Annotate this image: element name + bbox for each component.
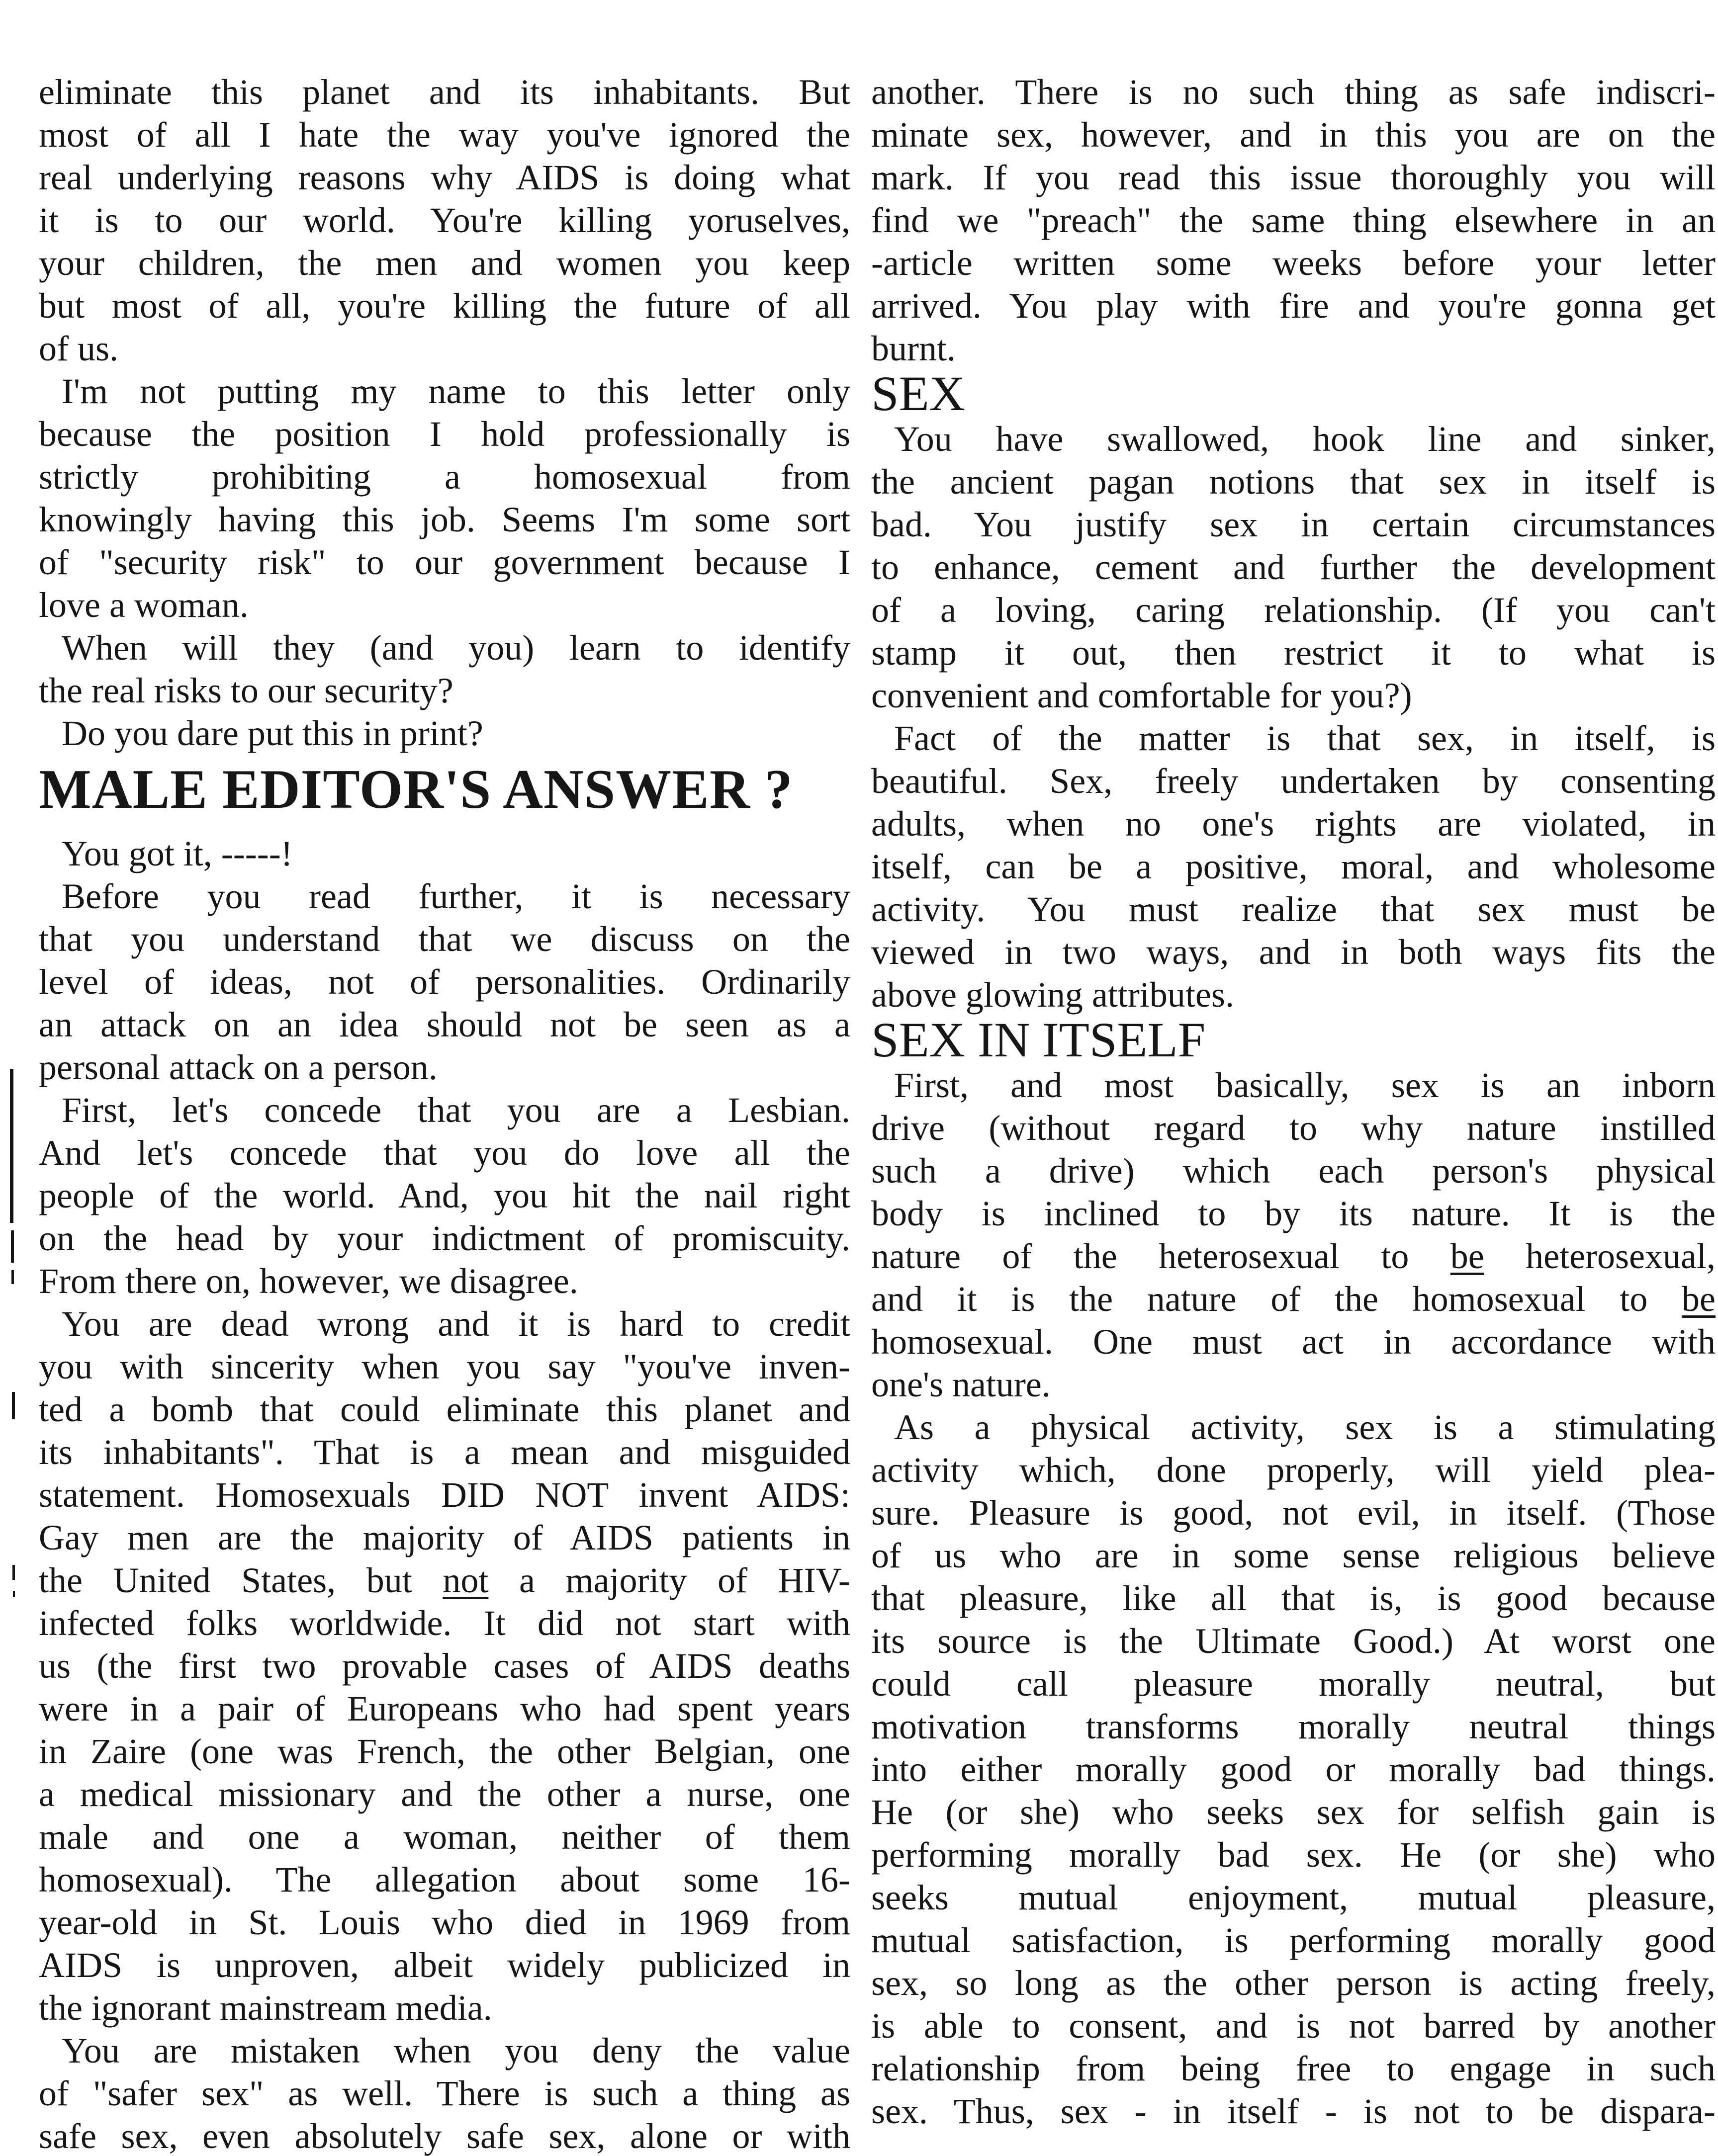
text-segment: sex. Thus, sex - in itself - is not to be dispara- bbox=[871, 2091, 1716, 2131]
text-line bbox=[871, 1012, 1716, 1067]
text-line bbox=[39, 1516, 850, 1559]
paragraph bbox=[871, 418, 1716, 717]
text-line bbox=[39, 1302, 850, 1345]
text-line bbox=[39, 1559, 850, 1602]
text-line bbox=[871, 1064, 1716, 1107]
text-segment: bad. You justify sex in certain circumstances bbox=[871, 505, 1716, 544]
text-line bbox=[871, 888, 1716, 931]
text-line bbox=[871, 1449, 1716, 1491]
text-line bbox=[871, 113, 1716, 156]
text-segment: a majority of HIV- bbox=[488, 1560, 850, 1600]
text-line bbox=[871, 1406, 1716, 1449]
text-segment: find we "preach" the same thing elsewhere in an bbox=[871, 200, 1716, 240]
text-line bbox=[39, 1901, 850, 1944]
text-segment: an attack on an idea should not be seen as a bbox=[39, 1005, 850, 1044]
text-line bbox=[39, 1260, 850, 1302]
text-segment: level of ideas, not of personalities. Ordinarily bbox=[39, 962, 850, 1002]
text-segment: of a loving, caring relationship. (If you can't bbox=[871, 590, 1716, 630]
text-segment: but most of all, you're killing the future of all bbox=[39, 286, 850, 326]
text-segment: strictly prohibiting a homosexual from bbox=[39, 457, 850, 497]
text-segment: MALE EDITOR'S ANSWER ? bbox=[39, 759, 793, 820]
text-line bbox=[871, 674, 1716, 717]
text-segment: He (or she) who seeks sex for selfish gain is bbox=[871, 1792, 1716, 1832]
text-segment: I'm not putting my name to this letter only bbox=[62, 371, 850, 411]
text-segment: First, let's concede that you are a Lesbian. bbox=[62, 1090, 850, 1130]
text-segment: nature of the heterosexual to bbox=[871, 1236, 1450, 1276]
text-segment: stamp it out, then restrict it to what is bbox=[871, 633, 1716, 673]
text-segment: were in a pair of Europeans who had spent years bbox=[39, 1689, 850, 1728]
text-line bbox=[871, 1662, 1716, 1705]
text-line bbox=[39, 1730, 850, 1773]
text-segment: such a drive) which each person's physical bbox=[871, 1151, 1716, 1191]
text-line bbox=[39, 832, 850, 875]
text-segment: be bbox=[1450, 1236, 1484, 1276]
text-segment: it is to our world. You're killing yoruselves, bbox=[39, 200, 850, 240]
text-line bbox=[871, 1320, 1716, 1363]
text-segment: that you understand that we discuss on the bbox=[39, 919, 850, 959]
text-segment: Fact of the matter is that sex, in itself, is bbox=[894, 718, 1716, 758]
text-segment: that pleasure, like all that is, is good because bbox=[871, 1578, 1716, 1618]
text-segment: could call pleasure morally neutral, but bbox=[871, 1664, 1716, 1704]
text-line bbox=[871, 71, 1716, 113]
text-line bbox=[39, 1431, 850, 1473]
text-segment: the United States, but bbox=[39, 1560, 443, 1600]
text-line bbox=[39, 370, 850, 413]
text-segment: love a woman. bbox=[39, 585, 249, 625]
text-segment: is able to consent, and is not barred by another bbox=[871, 2006, 1716, 2046]
text-line bbox=[39, 1345, 850, 1388]
paragraph bbox=[871, 1406, 1716, 2133]
text-segment: homosexual. One must act in accordance with bbox=[871, 1322, 1716, 1362]
text-line bbox=[871, 284, 1716, 327]
text-line bbox=[39, 712, 850, 755]
text-line bbox=[871, 1748, 1716, 1791]
text-segment: performing morally bad sex. He (or she) who bbox=[871, 1835, 1716, 1875]
text-segment: knowingly having this job. Seems I'm some sort bbox=[39, 500, 850, 539]
text-line bbox=[39, 669, 850, 712]
text-segment: arrived. You play with fire and you're gonna get bbox=[871, 286, 1716, 326]
text-segment: year-old in St. Louis who died in 1969 from bbox=[39, 1902, 850, 1942]
text-line bbox=[39, 455, 850, 498]
text-segment: male and one a woman, neither of them bbox=[39, 1817, 850, 1857]
text-line bbox=[39, 757, 850, 822]
text-line bbox=[871, 845, 1716, 888]
text-segment: be bbox=[1682, 1279, 1716, 1319]
text-line bbox=[39, 2072, 850, 2115]
text-segment: to enhance, cement and further the development bbox=[871, 547, 1716, 587]
text-segment: relationship from being free to engage in such bbox=[871, 2049, 1716, 2088]
text-line bbox=[871, 1491, 1716, 1534]
right-column bbox=[871, 71, 1716, 2133]
paragraph bbox=[39, 712, 850, 755]
text-segment: and it is the nature of the homosexual to bbox=[871, 1279, 1682, 1319]
text-line bbox=[871, 973, 1716, 1016]
text-line bbox=[871, 1919, 1716, 1962]
text-segment: You are mistaken when you deny the value bbox=[62, 2031, 850, 2070]
text-line bbox=[871, 717, 1716, 760]
text-line bbox=[39, 242, 850, 284]
paragraph bbox=[39, 1302, 850, 2029]
text-line bbox=[871, 242, 1716, 284]
text-segment: burnt. bbox=[871, 329, 956, 368]
text-segment: Do you dare put this in print? bbox=[62, 713, 483, 753]
paragraph bbox=[871, 71, 1716, 370]
text-line bbox=[871, 1149, 1716, 1192]
text-line bbox=[871, 2047, 1716, 2090]
text-segment: You have swallowed, hook line and sinker, bbox=[894, 419, 1716, 459]
scan-artifact-line bbox=[11, 1230, 14, 1263]
text-segment: personal attack on a person. bbox=[39, 1047, 438, 1087]
text-line bbox=[39, 1687, 850, 1730]
text-segment: of us. bbox=[39, 329, 118, 368]
text-segment: most of all I hate the way you've ignored the bbox=[39, 115, 850, 155]
text-segment: safe sex, even absolutely safe sex, alone or with bbox=[39, 2116, 850, 2156]
section-heading bbox=[39, 757, 850, 822]
text-line bbox=[871, 418, 1716, 460]
text-line bbox=[39, 1089, 850, 1131]
text-segment: viewed in two ways, and in both ways fits the bbox=[871, 932, 1716, 972]
paragraph bbox=[39, 370, 850, 626]
text-segment: its inhabitants". That is a mean and misguided bbox=[39, 1432, 850, 1472]
paragraph bbox=[871, 1064, 1716, 1406]
text-line bbox=[39, 541, 850, 584]
text-segment: You got it, -----! bbox=[62, 834, 293, 873]
text-segment: When will they (and you) learn to identify bbox=[62, 628, 850, 668]
text-line bbox=[39, 626, 850, 669]
text-segment: You are dead wrong and it is hard to credit bbox=[62, 1304, 850, 1344]
text-line bbox=[871, 1620, 1716, 1662]
text-line bbox=[871, 366, 1716, 421]
text-segment: convenient and comfortable for you?) bbox=[871, 676, 1412, 715]
text-line bbox=[871, 1534, 1716, 1577]
text-segment: its source is the Ultimate Good.) At worst one bbox=[871, 1621, 1716, 1661]
scan-artifact-line bbox=[10, 1069, 13, 1223]
text-line bbox=[39, 199, 850, 242]
text-segment: in Zaire (one was French, the other Belgian, one bbox=[39, 1731, 850, 1771]
text-segment: beautiful. Sex, freely undertaken by consenting bbox=[871, 761, 1716, 801]
text-segment: real underlying reasons why AIDS is doing what bbox=[39, 158, 850, 197]
text-line bbox=[39, 960, 850, 1003]
left-column bbox=[39, 71, 850, 2156]
text-line bbox=[39, 1217, 850, 1260]
text-line bbox=[871, 2004, 1716, 2047]
text-line bbox=[871, 1962, 1716, 2004]
text-segment: heterosexual, bbox=[1484, 1236, 1716, 1276]
text-line bbox=[39, 875, 850, 918]
text-line bbox=[39, 1644, 850, 1687]
text-line bbox=[39, 113, 850, 156]
text-segment: mark. If you read this issue thoroughly you will bbox=[871, 158, 1716, 197]
text-line bbox=[871, 1192, 1716, 1235]
text-line bbox=[39, 584, 850, 626]
text-line bbox=[871, 1278, 1716, 1320]
text-segment: First, and most basically, sex is an inborn bbox=[894, 1065, 1716, 1105]
text-line bbox=[871, 931, 1716, 973]
text-line bbox=[871, 546, 1716, 589]
text-segment: people of the world. And, you hit the nail right bbox=[39, 1176, 850, 1215]
text-segment: eliminate this planet and its inhabitants. But bbox=[39, 72, 850, 112]
text-line bbox=[39, 284, 850, 327]
text-line bbox=[39, 2029, 850, 2072]
text-segment: activity which, done properly, will yield plea- bbox=[871, 1450, 1716, 1490]
text-line bbox=[39, 156, 850, 199]
text-segment: the ancient pagan notions that sex in itself is bbox=[871, 462, 1716, 502]
text-segment: motivation transforms morally neutral things bbox=[871, 1707, 1716, 1746]
paragraph bbox=[39, 71, 850, 370]
text-segment: body is inclined to by its nature. It is the bbox=[871, 1194, 1716, 1233]
text-line bbox=[39, 1003, 850, 1046]
text-segment: As a physical activity, sex is a stimulating bbox=[894, 1407, 1716, 1447]
text-line bbox=[39, 1986, 850, 2029]
text-segment: mutual satisfaction, is performing morally good bbox=[871, 1920, 1716, 1960]
text-segment: of "safer sex" as well. There is such a thing as bbox=[39, 2073, 850, 2113]
text-segment: of "security risk" to our government because I bbox=[39, 542, 850, 582]
text-segment: AIDS is unproven, albeit widely publicized in bbox=[39, 1945, 850, 1985]
text-segment: Gay men are the majority of AIDS patients in bbox=[39, 1518, 850, 1557]
text-line bbox=[871, 2090, 1716, 2133]
text-line bbox=[871, 1705, 1716, 1748]
text-line bbox=[39, 498, 850, 541]
text-segment: -article written some weeks before your letter bbox=[871, 243, 1716, 283]
text-line bbox=[39, 1815, 850, 1858]
text-segment: adults, when no one's rights are violated, in bbox=[871, 804, 1716, 844]
text-line bbox=[39, 1131, 850, 1174]
text-segment: above glowing attributes. bbox=[871, 975, 1234, 1015]
text-segment: on the head by your indictment of promiscuity. bbox=[39, 1218, 850, 1258]
text-line bbox=[871, 802, 1716, 845]
text-line bbox=[39, 327, 850, 370]
scan-artifact-line bbox=[13, 1591, 15, 1597]
text-segment: drive (without regard to why nature instilled bbox=[871, 1108, 1716, 1148]
text-line bbox=[871, 1363, 1716, 1406]
paragraph bbox=[39, 626, 850, 712]
text-segment: the ignorant mainstream media. bbox=[39, 1988, 492, 2028]
text-segment: minate sex, however, and in this you are on the bbox=[871, 115, 1716, 155]
text-line bbox=[39, 2115, 850, 2156]
text-segment: because the position I hold professionally is bbox=[39, 414, 850, 454]
text-line bbox=[871, 503, 1716, 546]
text-segment: into either morally good or morally bad things. bbox=[871, 1749, 1716, 1789]
text-segment: another. There is no such thing as safe indiscri- bbox=[871, 72, 1716, 112]
text-line bbox=[39, 1388, 850, 1431]
scan-artifact-line bbox=[12, 1392, 15, 1419]
text-segment: your children, the men and women you keep bbox=[39, 243, 850, 283]
paragraph bbox=[871, 717, 1716, 1016]
text-line bbox=[39, 1602, 850, 1644]
text-line bbox=[871, 589, 1716, 631]
text-segment: the real risks to our security? bbox=[39, 671, 453, 710]
text-line bbox=[871, 631, 1716, 674]
text-line bbox=[871, 1577, 1716, 1620]
text-segment: a medical missionary and the other a nurse, one bbox=[39, 1774, 850, 1814]
paragraph bbox=[39, 1089, 850, 1302]
text-line bbox=[39, 1858, 850, 1901]
scan-artifact-line bbox=[12, 1565, 15, 1580]
text-segment: one's nature. bbox=[871, 1365, 1051, 1404]
text-line bbox=[871, 760, 1716, 802]
text-segment: you with sincerity when you say "you've inven- bbox=[39, 1347, 850, 1386]
paragraph bbox=[39, 832, 850, 875]
text-line bbox=[871, 460, 1716, 503]
text-segment: And let's concede that you do love all the bbox=[39, 1133, 850, 1173]
text-segment: sex, so long as the other person is acting freely, bbox=[871, 1963, 1716, 2003]
text-segment: ted a bomb that could eliminate this planet and bbox=[39, 1389, 850, 1429]
text-segment: statement. Homosexuals DID NOT invent AIDS: bbox=[39, 1475, 850, 1515]
text-segment: SEX bbox=[871, 366, 965, 421]
text-line bbox=[39, 71, 850, 113]
text-line bbox=[871, 327, 1716, 370]
text-line bbox=[871, 156, 1716, 199]
text-segment: seeks mutual enjoyment, mutual pleasure, bbox=[871, 1878, 1716, 1917]
text-segment: Before you read further, it is necessary bbox=[62, 876, 850, 916]
text-line bbox=[39, 1773, 850, 1815]
text-segment: SEX IN ITSELF bbox=[871, 1012, 1206, 1067]
text-line bbox=[39, 1174, 850, 1217]
text-segment: not bbox=[443, 1560, 489, 1600]
section-heading bbox=[871, 1012, 1716, 1067]
text-line bbox=[39, 413, 850, 455]
text-segment: activity. You must realize that sex must be bbox=[871, 889, 1716, 929]
text-line bbox=[871, 199, 1716, 242]
text-segment: homosexual). The allegation about some 16- bbox=[39, 1860, 850, 1899]
text-line bbox=[871, 1833, 1716, 1876]
text-line bbox=[39, 1944, 850, 1986]
text-segment: From there on, however, we disagree. bbox=[39, 1261, 578, 1301]
text-line bbox=[39, 1046, 850, 1089]
text-line bbox=[39, 918, 850, 960]
text-line bbox=[871, 1791, 1716, 1833]
text-line bbox=[39, 1473, 850, 1516]
text-segment: infected folks worldwide. It did not start with bbox=[39, 1603, 850, 1643]
section-heading bbox=[871, 366, 1716, 421]
text-segment: us (the first two provable cases of AIDS deaths bbox=[39, 1646, 850, 1686]
text-line bbox=[871, 1876, 1716, 1919]
paragraph bbox=[39, 2029, 850, 2156]
paragraph bbox=[39, 875, 850, 1089]
text-line bbox=[871, 1107, 1716, 1149]
scan-artifact-line bbox=[11, 1270, 14, 1284]
text-segment: of us who are in some sense religious believe bbox=[871, 1536, 1716, 1575]
text-line bbox=[871, 1235, 1716, 1278]
text-segment: itself, can be a positive, moral, and wholesome bbox=[871, 847, 1716, 886]
text-segment: sure. Pleasure is good, not evil, in itself. (Those bbox=[871, 1493, 1716, 1533]
